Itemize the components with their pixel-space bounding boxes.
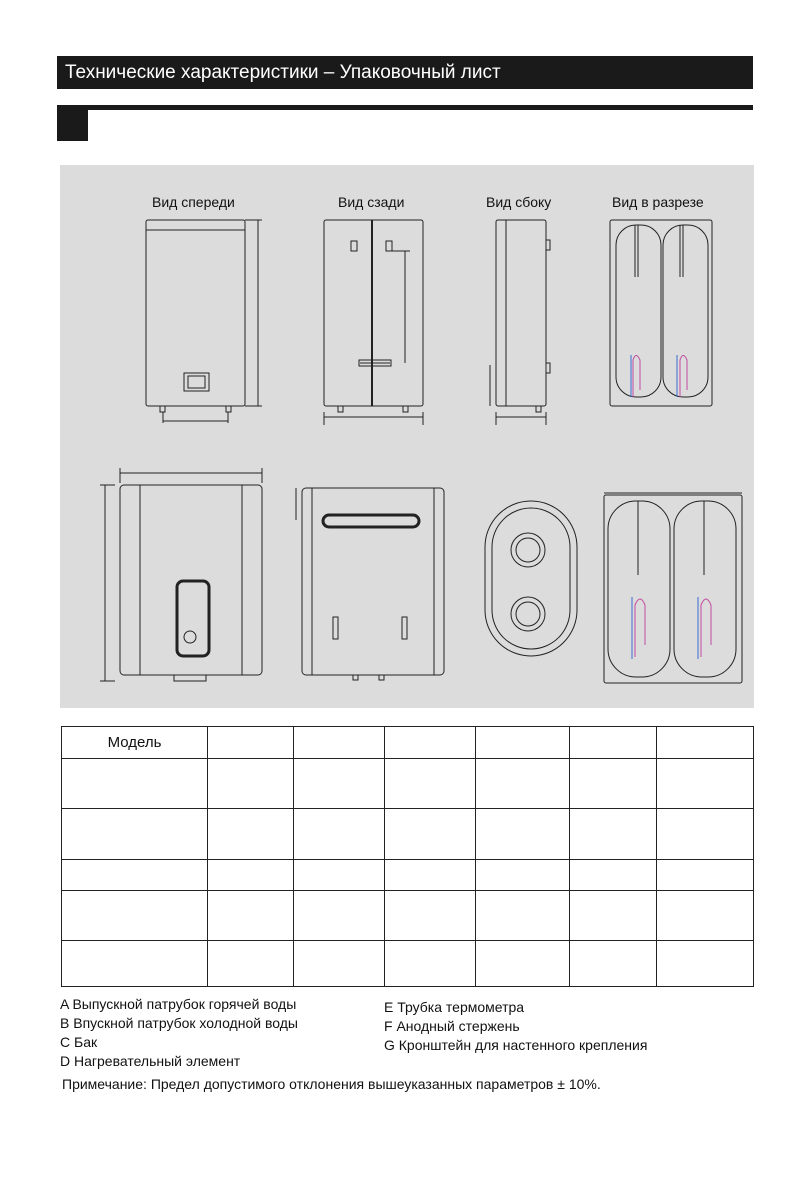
- table-cell: [385, 941, 476, 987]
- model-header: Модель: [62, 727, 208, 759]
- table-cell: [476, 759, 570, 809]
- page-title: Технические характеристики – Упаковочный лист: [57, 56, 753, 89]
- legend-item: D Нагревательный элемент: [60, 1053, 241, 1069]
- section-marker: [57, 105, 88, 141]
- legend-item: A Выпускной патрубок горячей воды: [60, 996, 297, 1012]
- specifications-table: [61, 726, 754, 987]
- legend-item: E Трубка термометра: [384, 999, 525, 1015]
- table-cell: [657, 941, 754, 987]
- table-cell: [657, 759, 754, 809]
- table-cell: [62, 891, 208, 941]
- table-row: [62, 809, 754, 860]
- tolerance-note: Примечание: Предел допустимого отклонения вышеуказанных параметров ± 10%.: [62, 1076, 601, 1092]
- table-cell: [570, 759, 657, 809]
- table-cell: [208, 727, 294, 759]
- table-cell: [62, 759, 208, 809]
- legend-item: G Кронштейн для настенного крепления: [384, 1037, 648, 1053]
- table-header-row: [62, 727, 754, 759]
- table-cell: [570, 809, 657, 860]
- front-view-drawing: [146, 220, 262, 423]
- table-cell: [294, 941, 385, 987]
- section-view-detail: [604, 493, 742, 683]
- table-cell: [208, 860, 294, 891]
- table-cell: [570, 860, 657, 891]
- section-divider: [57, 105, 753, 110]
- table-cell: [294, 891, 385, 941]
- table-cell: [570, 891, 657, 941]
- table-cell: [570, 941, 657, 987]
- legend-right: [384, 998, 647, 1055]
- table-cell: [657, 891, 754, 941]
- side-view-label: Вид сбоку: [486, 194, 552, 210]
- section-view-drawing: [610, 220, 712, 406]
- table-cell: [657, 727, 754, 759]
- table-cell: [385, 727, 476, 759]
- section-view-label: Вид в разрезе: [612, 194, 704, 210]
- table-cell: [208, 809, 294, 860]
- table-row: [62, 759, 754, 809]
- table-cell: [62, 941, 208, 987]
- table-cell: [476, 941, 570, 987]
- legend-left: [60, 995, 298, 1071]
- table-row: [62, 891, 754, 941]
- table-cell: [476, 891, 570, 941]
- table-cell: [657, 860, 754, 891]
- table-cell: [294, 727, 385, 759]
- table-cell: [385, 860, 476, 891]
- table-cell: [385, 759, 476, 809]
- technical-drawing-panel: [60, 165, 754, 708]
- table-cell: [208, 941, 294, 987]
- legend-item: B Впускной патрубок холодной воды: [60, 1015, 298, 1031]
- technical-drawings: [60, 165, 754, 708]
- front-view-detail: [100, 468, 262, 681]
- table-cell: [385, 809, 476, 860]
- table-cell: [476, 727, 570, 759]
- front-view-label: Вид спереди: [152, 194, 235, 210]
- table-cell: [62, 809, 208, 860]
- table-cell: [62, 860, 208, 891]
- table-cell: [657, 809, 754, 860]
- table-cell: [294, 759, 385, 809]
- table-row: [62, 941, 754, 987]
- table-cell: [294, 809, 385, 860]
- back-view-drawing: [324, 220, 423, 425]
- table-cell: [294, 860, 385, 891]
- table-cell: [570, 727, 657, 759]
- table-cell: [208, 891, 294, 941]
- back-view-label: Вид сзади: [338, 194, 405, 210]
- table-cell: [476, 860, 570, 891]
- table-cell: [208, 759, 294, 809]
- legend-item: C Бак: [60, 1034, 98, 1050]
- back-view-detail: [296, 488, 444, 680]
- table-cell: [476, 809, 570, 860]
- table-row: [62, 860, 754, 891]
- table-cell: [385, 891, 476, 941]
- side-view-detail: [485, 501, 577, 656]
- legend-item: F Анодный стержень: [384, 1018, 520, 1034]
- side-view-drawing: [490, 220, 550, 425]
